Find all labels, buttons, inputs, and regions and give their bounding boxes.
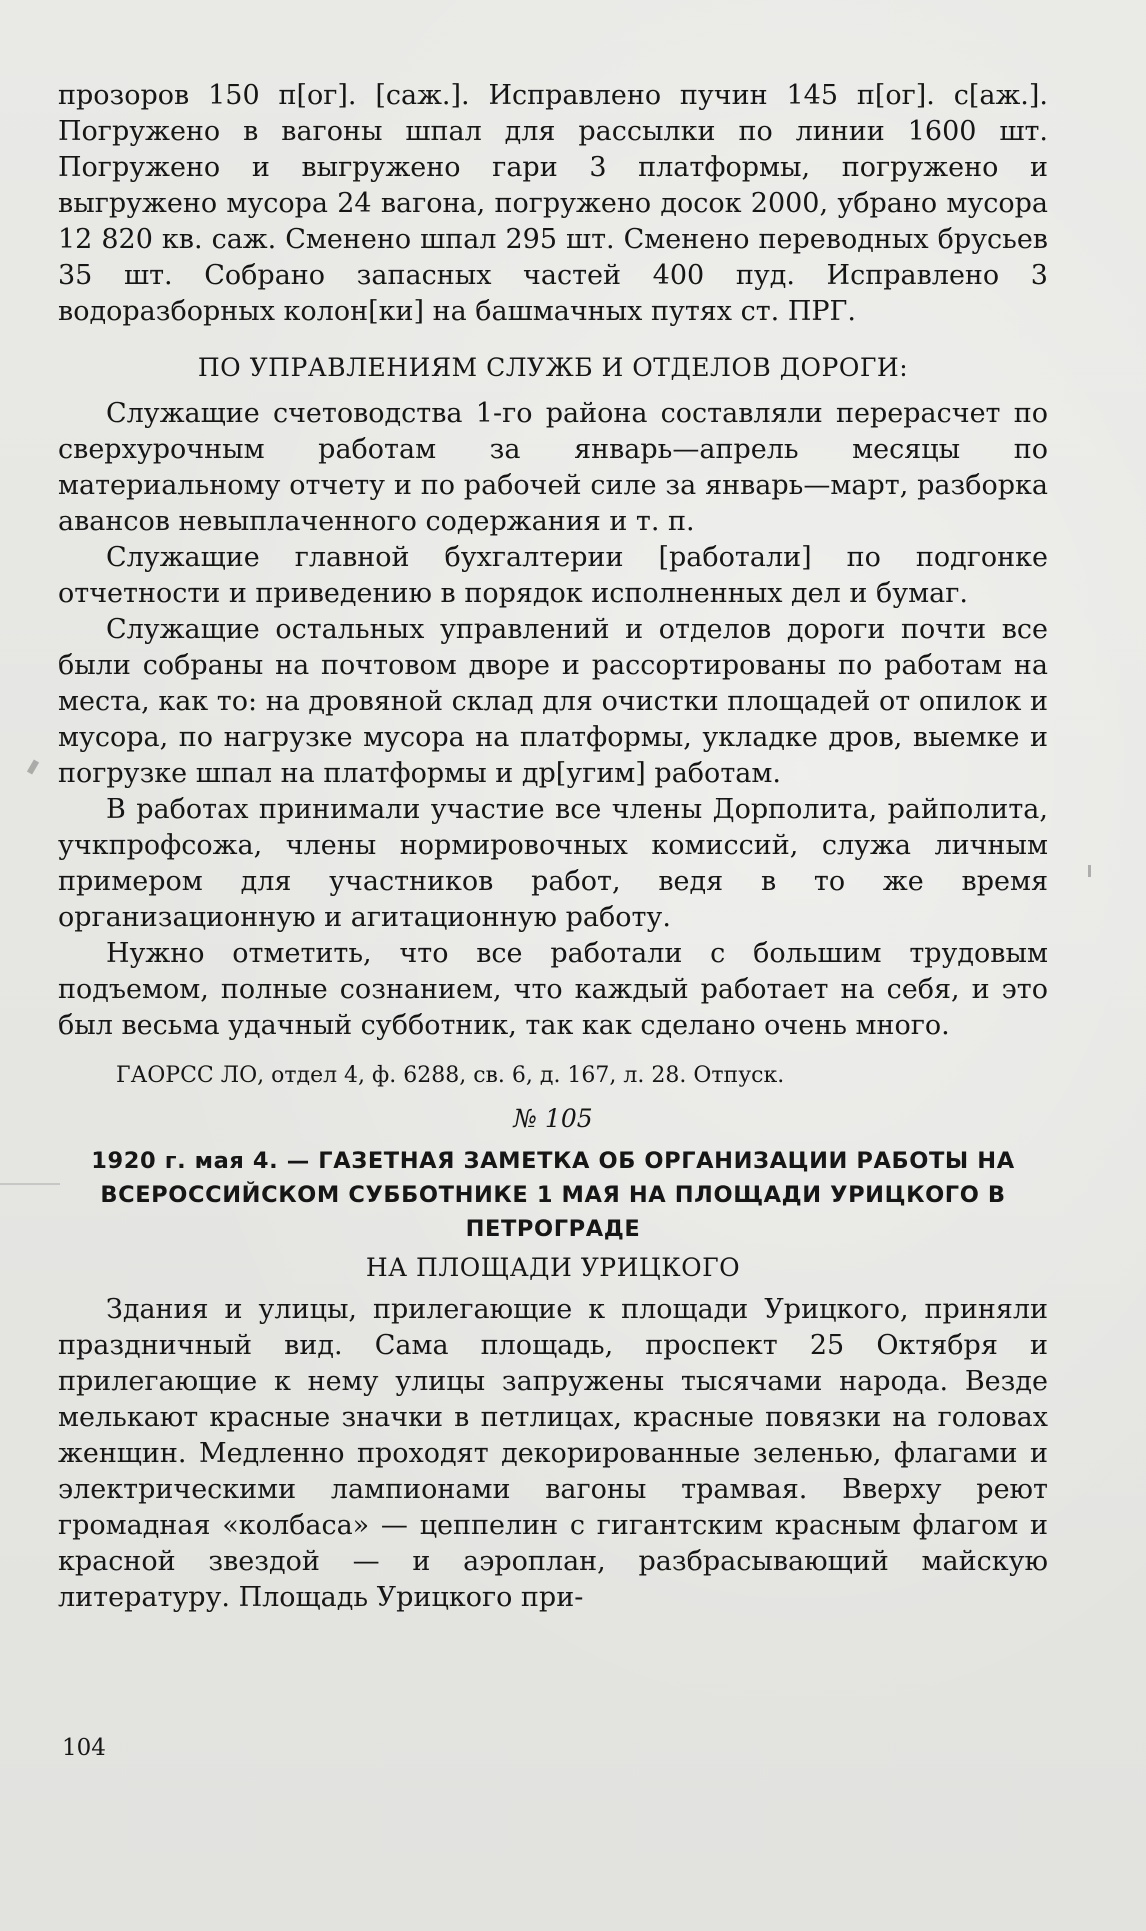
top-paragraphs bbox=[58, 78, 1048, 330]
page-number: 104 bbox=[62, 1735, 106, 1761]
paragraph: Здания и улицы, прилегающие к площади Урицкого, приняли праздничный вид. Сама площадь, проспект 25 Октября и прилегающие к нему улицы запружены тысячами народа. Везде мелькают красные значки в петлицах, красные повязки на головах женщин. Медленно проходят декорированные зеленью, флагами и электрическими лампионами вагоны трамвая. Вверху реют громадная «колбаса» — цеппелин с гигантским красным флагом и красной звездой — и аэроплан, разбрасывающий майскую литературу. Площадь Урицкого при- bbox=[58, 1294, 1048, 1613]
paragraph: В работах принимали участие все члены Дорполита, райполита, учкпрофсожа, члены нормировочных комиссий, служа личным примером для участников работ, ведя в то же время организационную и агитационную работу. bbox=[58, 794, 1048, 933]
paragraph: Служащие счетоводства 1-го района составляли перерасчет по сверхурочным работам за январь—апрель месяцы по материальному отчету и по рабочей силе за январь—март, разборка авансов невыплаченного содержания и т. п. bbox=[58, 398, 1048, 537]
archive-source-citation: ГАОРСС ЛО, отдел 4, ф. 6288, св. 6, д. 167, л. 28. Отпуск. bbox=[116, 1063, 785, 1088]
document-subtitle: НА ПЛОЩАДИ УРИЦКОГО bbox=[365, 1253, 741, 1282]
section-heading: ПО УПРАВЛЕНИЯМ СЛУЖБ И ОТДЕЛОВ ДОРОГИ: bbox=[197, 353, 909, 382]
paragraph: Служащие главной бухгалтерии [работали] по подгонке отчетности и приведению в порядок исполненных дел и бумаг. bbox=[58, 542, 1048, 609]
bottom-paragraphs bbox=[58, 1292, 1048, 1616]
scan-speck bbox=[27, 759, 39, 774]
paragraph: прозоров 150 п[ог]. [саж.]. Исправлено пучин 145 п[ог]. с[аж.]. Погружено в вагоны шпал для рассылки по линии 1600 шт. Погружено и выгружено гари 3 платформы, погружено и выгружено мусора 24 вагона, погружено досок 2000, убрано мусора 12 820 кв. саж. Сменено шпал 295 шт. Сменено переводных брусьев 35 шт. Собрано запасных частей 400 пуд. Исправлено 3 водоразборных колон[ки] на башмачных путях ст. ПРГ. bbox=[58, 80, 1048, 327]
scan-speck bbox=[0, 1183, 60, 1185]
page-content bbox=[58, 78, 1048, 1616]
main-paragraphs bbox=[58, 396, 1048, 1044]
scan-speck bbox=[1088, 865, 1091, 877]
paragraph: Нужно отметить, что все работали с большим трудовым подъемом, полные сознанием, что каждый работает на себя, и это был весьма удачный субботник, так как сделано очень много. bbox=[58, 938, 1048, 1041]
document-number: № 105 bbox=[513, 1104, 593, 1133]
document-title: 1920 г. мая 4. — ГАЗЕТНАЯ ЗАМЕТКА ОБ ОРГАНИЗАЦИИ РАБОТЫ НА ВСЕРОССИЙСКОМ СУББОТНИКЕ 1 МАЯ НА ПЛОЩАДИ УРИЦКОГО В ПЕТРОГРАДЕ bbox=[91, 1148, 1015, 1242]
paragraph: Служащие остальных управлений и отделов дороги почти все были собраны на почтовом дворе и рассортированы по работам на места, как то: на дровяной склад для очистки площадей от опилок и мусора, по нагрузке мусора на платформы, укладке дров, выемке и погрузке шпал на платформы и др[угим] работам. bbox=[58, 614, 1048, 789]
